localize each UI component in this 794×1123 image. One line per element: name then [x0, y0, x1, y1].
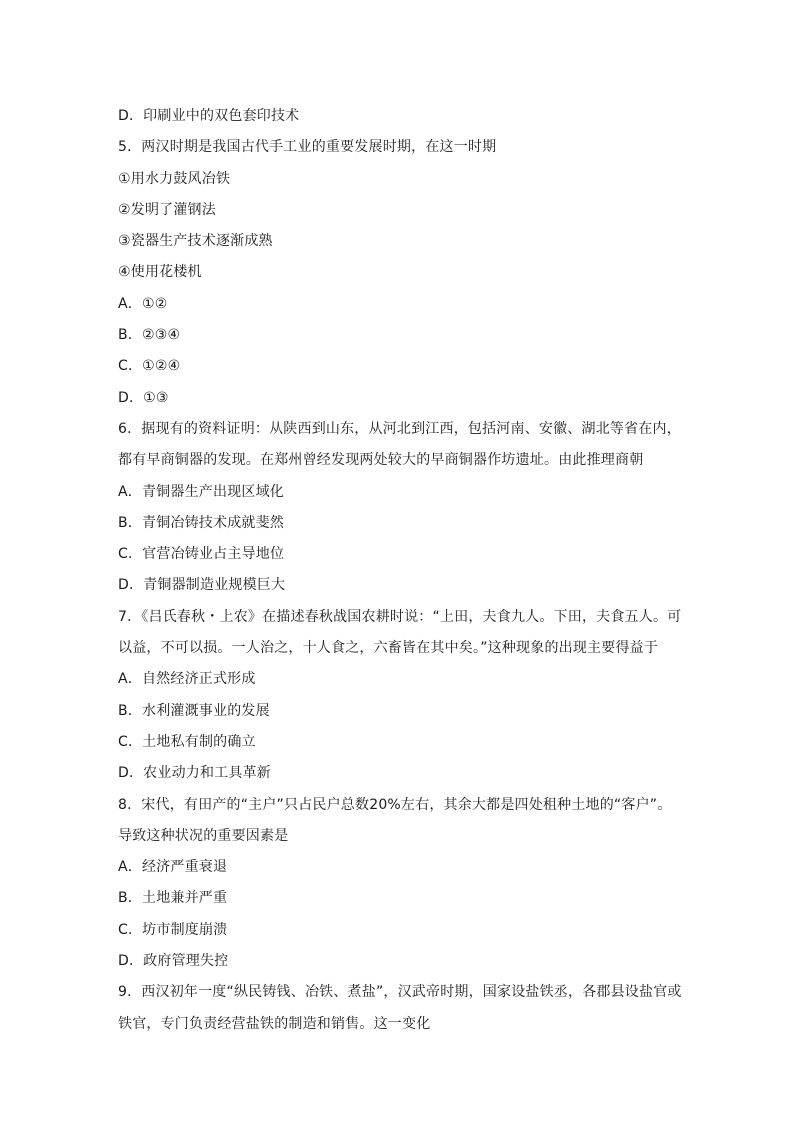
q8-option-c: C．坊市制度崩溃: [118, 921, 228, 938]
q6-option-d: D．青铜器制造业规模巨大: [118, 577, 286, 594]
q5-item-4: ④使用花楼机: [118, 264, 202, 281]
q5-option-b: B．②③④: [118, 327, 181, 344]
q7-option-c: C．土地私有制的确立: [118, 733, 256, 750]
q5-item-3: ③瓷器生产技术逐渐成熟: [118, 233, 273, 250]
q4-option-d: D．印刷业中的双色套印技术: [118, 108, 300, 124]
q8-option-a: A．经济严重衰退: [118, 859, 228, 876]
q5-item-1: ①用水力鼓风冶铁: [118, 170, 231, 187]
q8-option-b: B．土地兼并严重: [118, 890, 228, 907]
q6-option-a: A．青铜器生产出现区域化: [118, 483, 284, 500]
q7-stem-line-2: 以益，不可以损。一人治之，十人食之，六畜皆在其中矣。”这种现象的出现主要得益于: [118, 640, 659, 657]
q6-stem-line-1: 6．据现有的资料证明：从陕西到山东，从河北到江西，包括河南、安徽、湖北等省在内，: [118, 420, 681, 437]
q7-option-b: B．水利灌溉事业的发展: [118, 702, 270, 719]
q9-stem-line-1: 9．西汉初年一度“纵民铸钱、冶铁、煮盐”，汉武帝时期，国家设盐铁丞，各郡县设盐官或: [118, 984, 682, 1001]
q5-option-c: C．①②④: [118, 358, 181, 375]
q8-stem-line-1: 8．宋代，有田产的“主户”只占民户总数20%左右，其余大都是四处租种土地的“客户”。: [118, 796, 672, 813]
q5-stem: 5．两汉时期是我国古代手工业的重要发展时期，在这一时期: [118, 139, 497, 156]
q8-option-d: D．政府管理失控: [118, 953, 229, 970]
question-text: [118, 101, 682, 1040]
q6-stem-line-2: 都有早商铜器的发现。在郑州曾经发现两处较大的早商铜器作坊遗址。由此推理商朝: [118, 452, 644, 469]
q5-option-a: A．①②: [118, 295, 168, 312]
q7-option-a: A．自然经济正式形成: [118, 671, 256, 688]
q6-option-c: C．官营冶铸业占主导地位: [118, 546, 285, 563]
q8-stem-line-2: 导致这种状况的重要因素是: [118, 827, 289, 844]
q9-stem-line-2: 铁官，专门负责经营盐铁的制造和销售。这一变化: [118, 1015, 431, 1032]
q5-option-d: D．①③: [118, 389, 169, 406]
q6-option-b: B．青铜冶铸技术成就斐然: [118, 514, 285, 531]
q7-stem-line-1: 7．《吕氏春秋・上农》在描述春秋战国农耕时说：“上田，夫食九人。下田，夫食五人。可: [118, 608, 682, 625]
q5-item-2: ②发明了灌钢法: [118, 201, 216, 218]
q7-option-d: D．农业动力和工具革新: [118, 765, 271, 782]
